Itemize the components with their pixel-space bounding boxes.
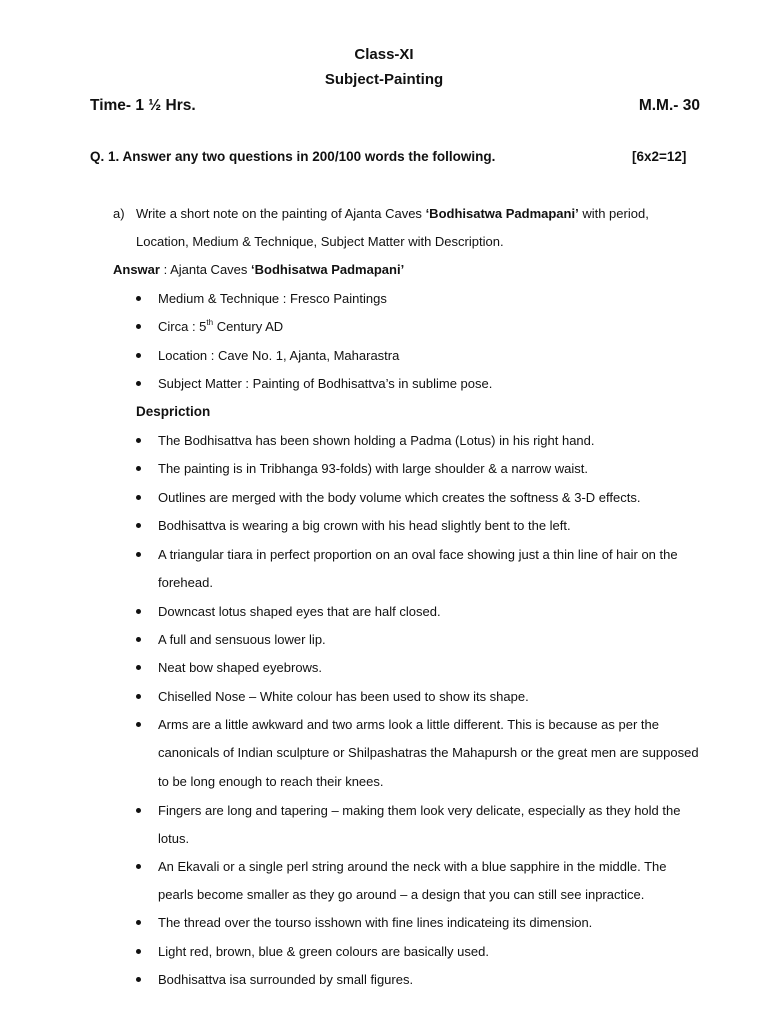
description-item: Outlines are merged with the body volume which creates the softness & 3-D effects. <box>158 484 703 512</box>
question-text: Q. 1. Answer any two questions in 200/100 words the following. <box>90 149 496 164</box>
description-item: A full and sensuous lower lip. <box>158 626 703 654</box>
part-a-label: a) <box>113 206 125 221</box>
description-item: The thread over the tourso isshown with fine lines indicateing its dimension. <box>158 909 703 937</box>
question-marks: [6x2=12] <box>632 149 687 164</box>
answer-title: ‘Bodhisatwa Padmapani’ <box>251 262 405 277</box>
description-item: An Ekavali or a single perl string around the neck with a blue sapphire in the middle. The pearls become smaller as they go around – a design that you can still see inpractice. <box>158 853 703 910</box>
max-marks-label: M.M.- 30 <box>638 97 700 114</box>
class-heading: Class-XI <box>354 46 414 63</box>
description-item: Neat bow shaped eyebrows. <box>158 654 703 682</box>
circa-prefix: Circa : 5 <box>158 319 207 334</box>
fact-location: Location : Cave No. 1, Ajanta, Maharastra <box>158 342 703 370</box>
description-item: The painting is in Tribhanga 93-folds) with large shoulder & a narrow waist. <box>158 455 703 483</box>
description-item: Bodhisattva is wearing a big crown with his head slightly bent to the left. <box>158 512 703 540</box>
answer-line <box>113 262 404 277</box>
description-item: Arms are a little awkward and two arms look a little different. This is because as per the canonicals of Indian sculpture or Shilpashatras the Mahapursh or the great men are supposed to be long enough to reach their knees. <box>158 711 703 796</box>
fact-circa <box>158 313 703 341</box>
description-item: Bodhisattva isa surrounded by small figures. <box>158 966 703 994</box>
part-a-title: ‘Bodhisatwa Padmapani’ <box>425 206 579 221</box>
fact-medium: Medium & Technique : Fresco Paintings <box>158 285 703 313</box>
part-a-question-line2: Location, Medium & Technique, Subject Matter with Description. <box>136 234 504 249</box>
description-item: The Bodhisattva has been shown holding a Padma (Lotus) in his right hand. <box>158 427 703 455</box>
description-heading: Despriction <box>136 404 211 419</box>
answer-separator: : Ajanta Caves <box>159 262 252 277</box>
answer-label: Answar <box>113 262 160 277</box>
part-a-suffix: with period, <box>578 206 649 221</box>
description-item: Downcast lotus shaped eyes that are half closed. <box>158 598 703 626</box>
description-item: Fingers are long and tapering – making them look very delicate, especially as they hold the lotus. <box>158 797 703 854</box>
time-label: Time- 1 ½ Hrs. <box>90 97 196 114</box>
circa-superscript: th <box>206 317 214 327</box>
description-item: Chiselled Nose – White colour has been used to show its shape. <box>158 683 703 711</box>
part-a-question-line1 <box>136 206 649 221</box>
part-a-prefix: Write a short note on the painting of Ajanta Caves <box>136 206 426 221</box>
fact-subject: Subject Matter : Painting of Bodhisattva’s in sublime pose. <box>158 370 703 398</box>
circa-suffix: Century AD <box>213 319 284 334</box>
description-item: A triangular tiara in perfect proportion on an oval face showing just a thin line of hair on the forehead. <box>158 541 703 598</box>
description-item: Light red, brown, blue & green colours are basically used. <box>158 938 703 966</box>
subject-heading: Subject-Painting <box>324 71 444 88</box>
